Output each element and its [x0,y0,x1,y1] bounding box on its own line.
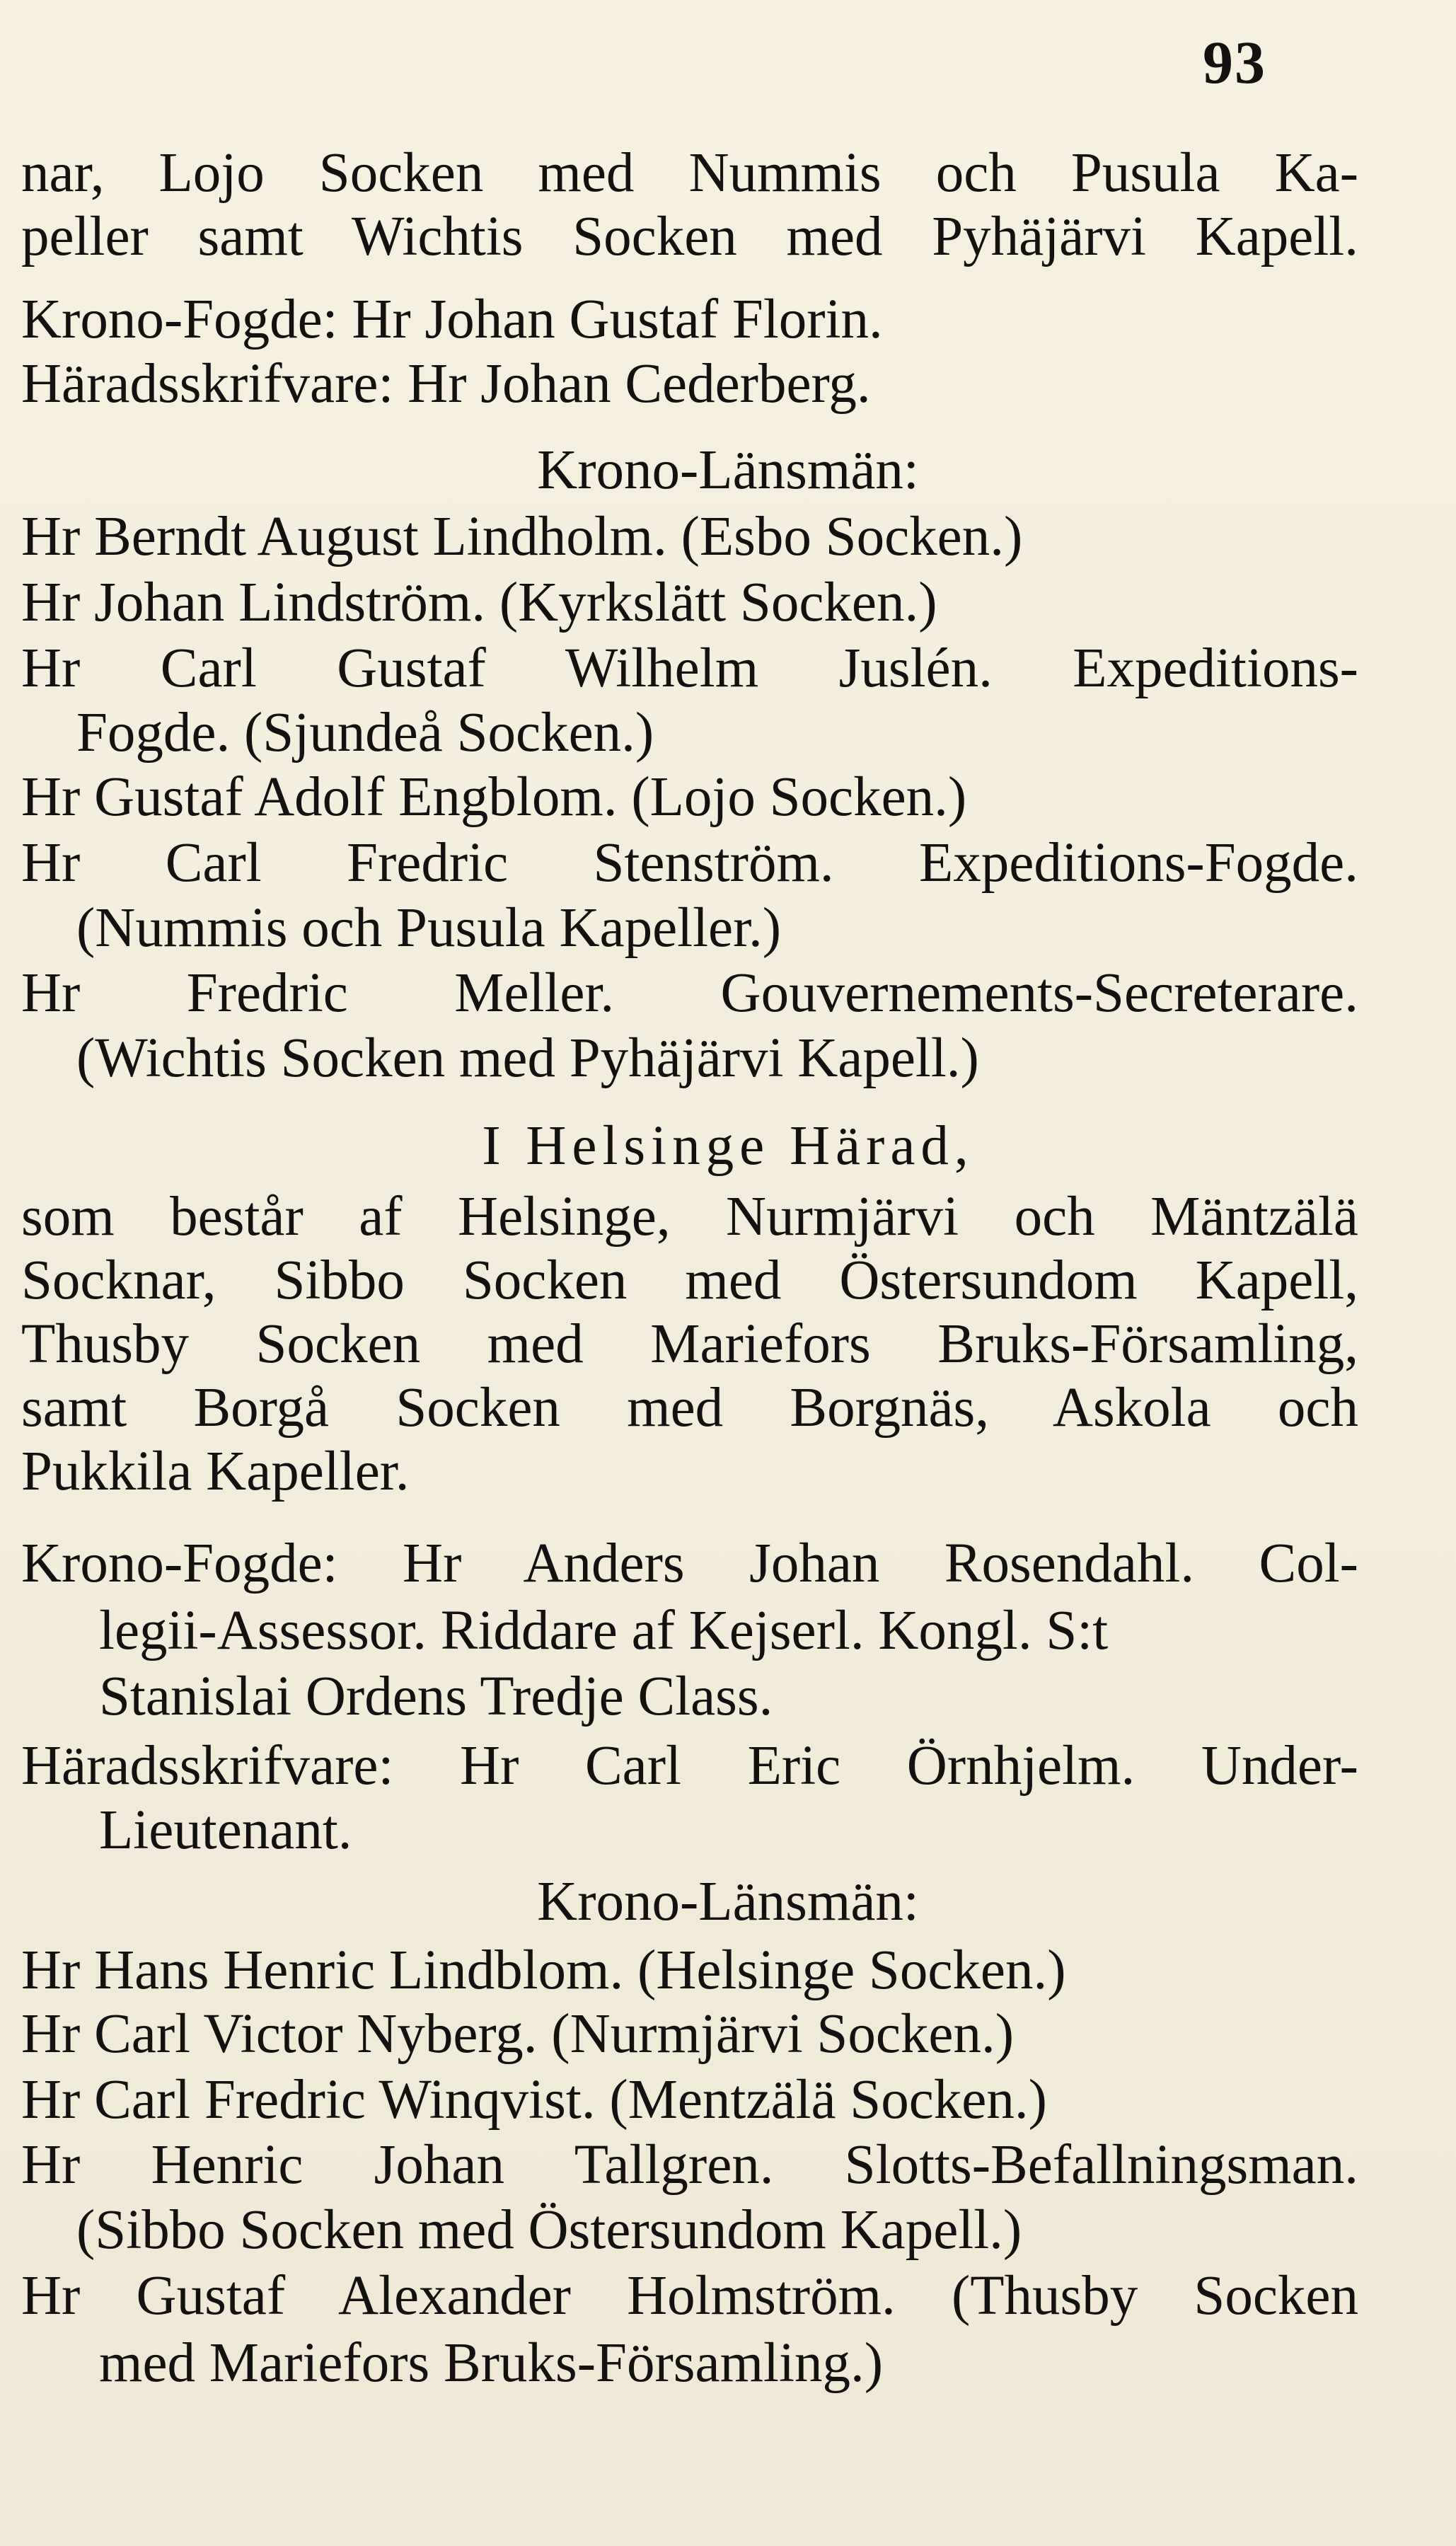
text-line: Fogde. (Sjundeå Socken.) [76,702,654,764]
text-line: med Mariefors Bruks-Församling.) [99,2332,884,2394]
text-line: (Nummis och Pusula Kapeller.) [76,897,782,959]
page-number: 93 [1203,28,1266,96]
text-line: Stanislai Ordens Tredje Class. [99,1666,773,1727]
text-line: Socknar, Sibbo Socken med Östersundom Kapell, [21,1250,1358,1311]
text-line: Krono-Fogde: Hr Anders Johan Rosendahl. Col- [21,1533,1358,1594]
text-line: Thusby Socken med Mariefors Bruks-Församling, [21,1313,1358,1375]
text-line: Häradsskrifvare: Hr Johan Cederberg. [21,353,871,415]
text-line: Pukkila Kapeller. [21,1441,410,1502]
text-line: Hr Gustaf Alexander Holmström. (Thusby Socken [21,2265,1358,2327]
text-line: Krono-Fogde: Hr Johan Gustaf Florin. [21,289,883,350]
text-line: Hr Gustaf Adolf Engblom. (Lojo Socken.) [21,766,967,828]
text-line: Hr Berndt August Lindholm. (Esbo Socken.) [21,506,1023,568]
text-line: Hr Johan Lindström. (Kyrkslätt Socken.) [21,572,937,633]
text-line: Hr Fredric Meller. Gouvernements-Secreterare. [21,962,1358,1024]
text-line: Hr Carl Fredric Stenström. Expeditions-Fogde. [21,832,1358,894]
text-line: som består af Helsinge, Nurmjärvi och Mäntzälä [21,1186,1358,1248]
text-line: Lieutenant. [99,1799,352,1861]
text-line: Häradsskrifvare: Hr Carl Eric Örnhjelm. Under- [21,1735,1358,1797]
text-line: Hr Carl Fredric Winqvist. (Mentzälä Socken.) [21,2069,1047,2131]
text-line: Hr Carl Gustaf Wilhelm Juslén. Expeditions- [21,638,1358,699]
text-line: legii-Assessor. Riddare af Kejserl. Kongl. S:t [99,1600,1109,1661]
text-line: (Sibbo Socken med Östersundom Kapell.) [76,2199,1022,2261]
section-heading: Krono-Länsmän: [537,439,919,501]
text-line: (Wichtis Socken med Pyhäjärvi Kapell.) [76,1027,979,1089]
text-line: samt Borgå Socken med Borgnäs, Askola och [21,1377,1358,1439]
text-line: Hr Carl Victor Nyberg. (Nurmjärvi Socken.) [21,2003,1015,2065]
section-heading: Krono-Länsmän: [537,1871,919,1932]
text-line: Hr Hans Henric Lindblom. (Helsinge Socken.) [21,1940,1066,2001]
section-heading: I Helsinge Härad, [482,1115,974,1177]
text-line: peller samt Wichtis Socken med Pyhäjärvi Kapell. [21,206,1358,267]
text-line: nar, Lojo Socken med Nummis och Pusula Ka- [21,142,1358,204]
text-line: Hr Henric Johan Tallgren. Slotts-Befallningsman. [21,2134,1358,2196]
